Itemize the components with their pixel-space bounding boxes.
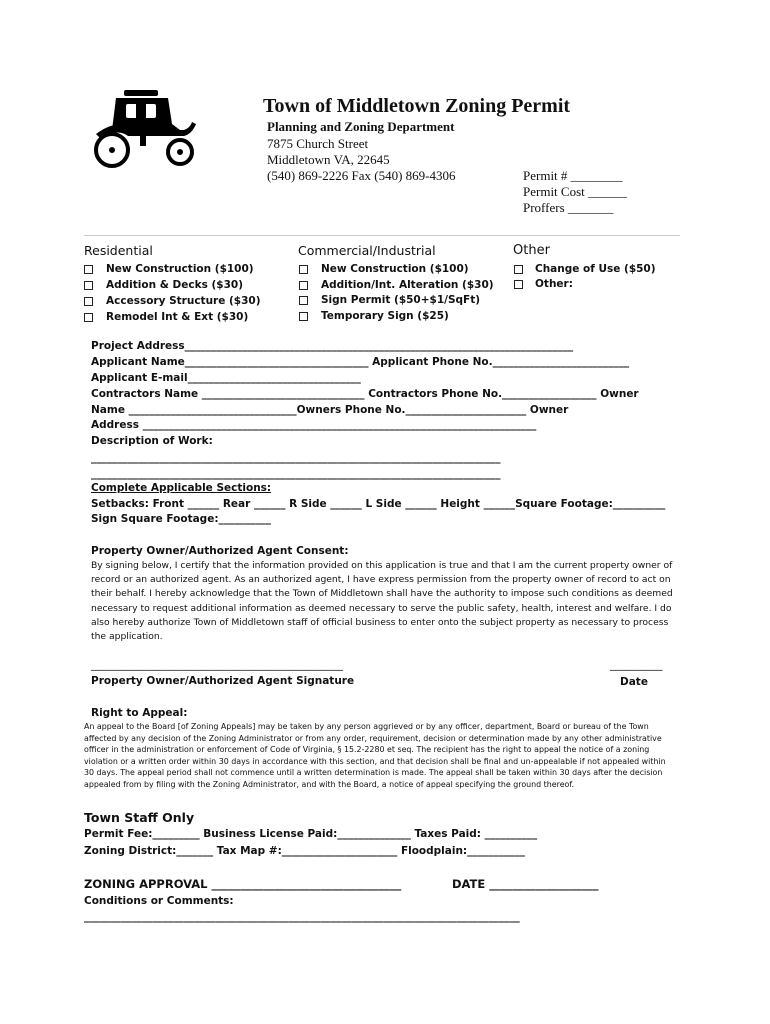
consent-text: By signing below, I certify that the information provided on this application is true and that I am the current property owner of record or an authorized agent. As an authorized agent, I have express permission from the property owner of record to act on their behalf. I hereby acknowledge that the Town of Middletown shall have the authority to impose such conditions as deemed necessary to request additional information as deemed necessary to serve the public safety, health, interest and welfare. I do also hereby authorize Town of Middletown staff of official business to enter onto the subject property as necessary to process the application. (91, 560, 673, 643)
checkbox[interactable] (514, 265, 523, 274)
date-line[interactable]: __________ (610, 659, 663, 671)
owner-name-field[interactable]: Name ________________________________Owners Phone No._______________________ Owner (91, 404, 569, 416)
commercial-option[interactable] (299, 263, 469, 275)
checkbox[interactable] (299, 296, 308, 305)
checkbox[interactable] (84, 313, 93, 322)
checkbox[interactable] (299, 312, 308, 321)
option-label: Accessory Structure ($30) (106, 295, 261, 307)
setbacks-field[interactable]: Setbacks: Front ______ Rear ______ R Side ______ L Side ______ Height ______Square Footage:__________ (91, 498, 666, 510)
residential-option[interactable] (84, 279, 243, 291)
phone-fax: (540) 869-2226 Fax (540) 869-4306 (267, 168, 456, 183)
other-option[interactable] (514, 278, 573, 290)
appeal-heading: Right to Appeal: (91, 707, 188, 719)
sections-label: Complete Applicable Sections: (91, 482, 272, 494)
approval-date-field[interactable]: DATE ___________________ (452, 877, 599, 891)
checkbox[interactable] (84, 265, 93, 274)
appeal-text: An appeal to the Board [of Zoning Appeals] may be taken by any person aggrieved or by any officer, department, Board or bureau of the Town affected by any decision of the Zoning Administrator or from any order, requirement, decision or determination made by any other administrative officer in the administration or enforcement of Code of Virginia, § 15.2-2280 et seq. The recipient has the right to appeal the notice of a zoning violation or a written order within 30 days in accordance with this section, and that decision shall be final and un-appealable if not appealed within 30 days. The appeal period shall not commence until a written determination is made. The appeal shall be taken within 30 days after the decision appealed from by filing with the Zoning Administrator, and with the Board, a notice of appeal specifying the ground thereof. (84, 722, 666, 789)
residential-option[interactable] (84, 295, 261, 307)
checkbox[interactable] (84, 297, 93, 306)
permit-cost: Permit Cost ______ (523, 184, 628, 199)
checkbox[interactable] (514, 280, 523, 289)
page-title: Town of Middletown Zoning Permit (263, 95, 571, 117)
commercial-option[interactable] (299, 279, 494, 291)
zoning-approval-field[interactable]: ZONING APPROVAL _________________________________ (84, 877, 402, 891)
sign-footage-field[interactable]: Sign Square Footage:__________ (91, 513, 272, 525)
street-address: 7875 Church Street (267, 136, 369, 151)
residential-option[interactable] (84, 311, 248, 323)
other-heading: Other (513, 243, 550, 258)
contractors-name-field[interactable]: Contractors Name _______________________________ Contractors Phone No.__________________ Owner (91, 388, 639, 400)
city-address: Middletown VA, 22645 (267, 152, 390, 167)
department-name: Planning and Zoning Department (267, 119, 455, 134)
option-label: New Construction ($100) (106, 263, 254, 275)
commercial-option[interactable] (299, 310, 449, 322)
residential-option[interactable] (84, 263, 254, 275)
checkbox[interactable] (299, 265, 308, 274)
description-label: Description of Work: (91, 435, 213, 447)
commercial-heading: Commercial/Industrial (298, 243, 436, 258)
owner-address-field[interactable]: Address ___________________________________________________________________________ (91, 419, 537, 431)
residential-heading: Residential (84, 243, 153, 258)
checkbox[interactable] (299, 281, 308, 290)
checkbox[interactable] (84, 281, 93, 290)
description-line[interactable]: ______________________________________________________________________________ (91, 468, 501, 480)
option-label: Remodel Int & Ext ($30) (106, 311, 249, 323)
permit-number: Permit # ________ (523, 168, 623, 183)
option-label: Other: (535, 278, 573, 290)
header-divider (84, 235, 680, 236)
commercial-option[interactable] (299, 294, 480, 306)
stagecoach-icon (88, 88, 204, 174)
staff-line[interactable]: Permit Fee:_________ Business License Paid:______________ Taxes Paid: __________ (84, 828, 538, 840)
applicant-name-field[interactable]: Applicant Name___________________________________ Applicant Phone No.__________________________ (91, 356, 630, 368)
consent-heading: Property Owner/Authorized Agent Consent: (91, 545, 349, 557)
option-label: Addition & Decks ($30) (106, 279, 243, 291)
applicant-email-field[interactable]: Applicant E-mail_________________________________ (91, 372, 361, 384)
option-label: Addition/Int. Alteration ($30) (321, 279, 494, 291)
option-label: Temporary Sign ($25) (321, 310, 449, 322)
option-label: Sign Permit ($50+$1/SqFt) (321, 294, 481, 306)
staff-line[interactable]: Zoning District:_______ Tax Map #:______________________ Floodplain:___________ (84, 845, 525, 857)
conditions-label: Conditions or Comments: (84, 895, 234, 907)
signature-label: Property Owner/Authorized Agent Signature (91, 675, 355, 687)
description-line[interactable]: ______________________________________________________________________________ (91, 452, 501, 464)
staff-heading: Town Staff Only (84, 810, 195, 825)
option-label: Change of Use ($50) (535, 263, 656, 275)
project-address-field[interactable]: Project Address__________________________________________________________________________ (91, 340, 574, 352)
conditions-line[interactable]: ___________________________________________________________________________________ (84, 911, 520, 923)
option-label: New Construction ($100) (321, 263, 469, 275)
proffers: Proffers _______ (523, 200, 614, 215)
signature-line[interactable]: ________________________________________________ (91, 659, 343, 671)
date-label: Date (620, 676, 648, 688)
other-option[interactable] (514, 263, 656, 275)
